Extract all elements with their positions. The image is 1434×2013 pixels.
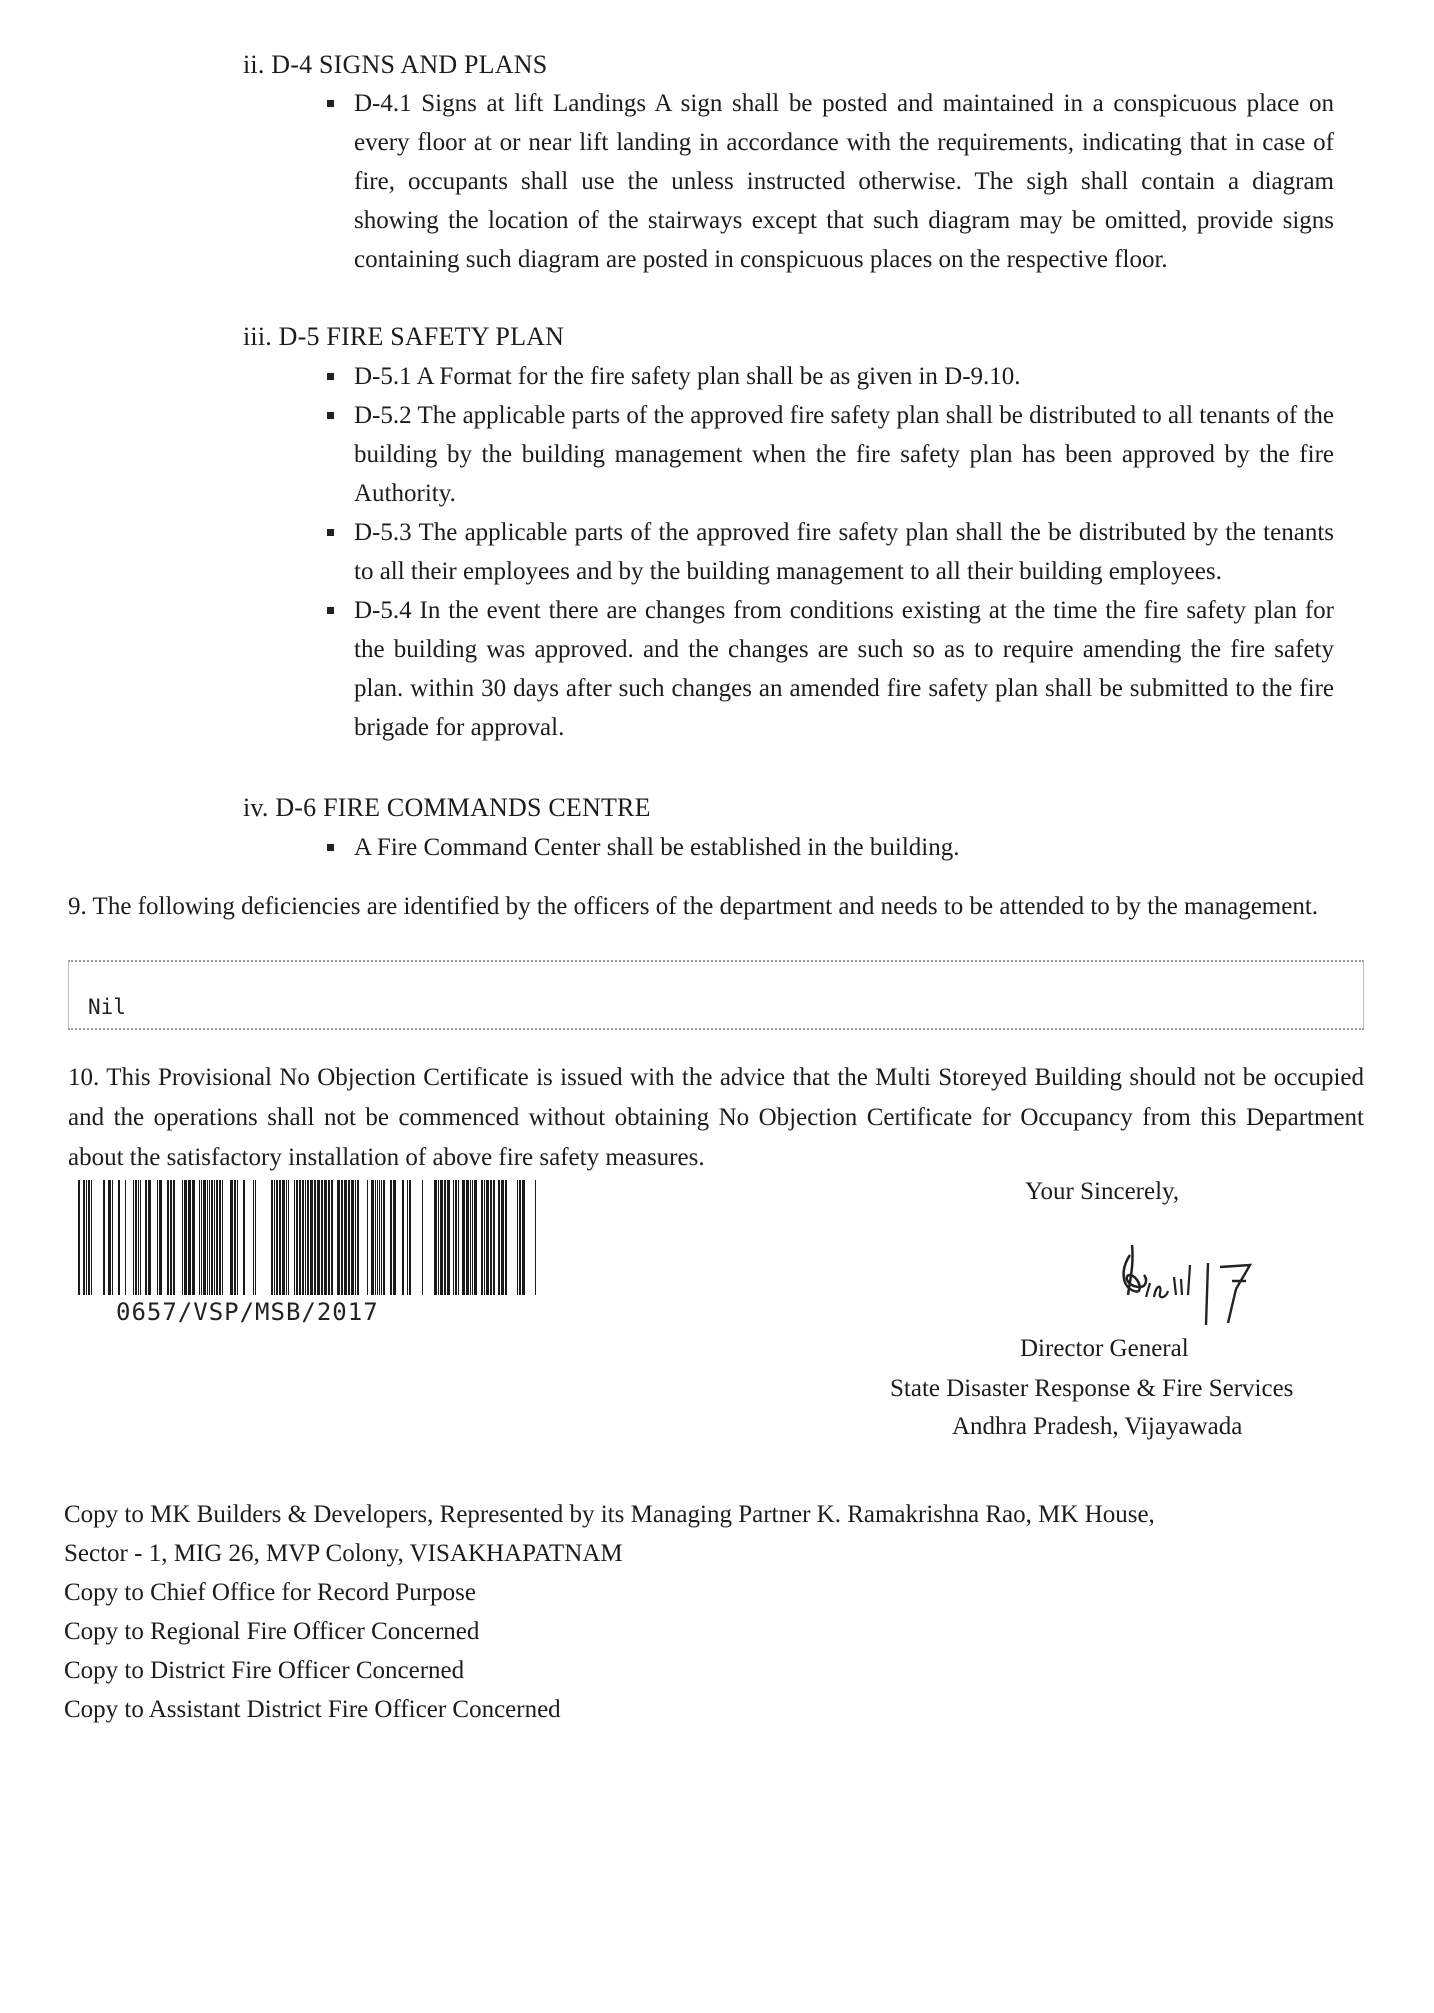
list-item-d6-1: A Fire Command Center shall be established in the building. bbox=[324, 828, 1334, 867]
barcode-bar bbox=[288, 1180, 289, 1295]
barcode-bar bbox=[434, 1180, 437, 1295]
barcode-bar bbox=[522, 1180, 525, 1295]
barcode-bar bbox=[253, 1180, 254, 1295]
barcode-bar bbox=[462, 1180, 465, 1295]
barcode-bar bbox=[351, 1180, 354, 1295]
barcode-bar bbox=[230, 1180, 233, 1295]
barcode-bar bbox=[390, 1180, 392, 1295]
handwritten-signature bbox=[1110, 1225, 1290, 1335]
barcode-bar bbox=[88, 1180, 90, 1295]
section-heading-d4: ii. D-4 SIGNS AND PLANS bbox=[243, 50, 548, 79]
barcode-bar bbox=[286, 1180, 287, 1295]
barcode-bar bbox=[357, 1180, 359, 1295]
copy-to-line: Copy to Assistant District Fire Officer Concerned bbox=[64, 1696, 561, 1723]
barcode-bar bbox=[211, 1180, 213, 1295]
barcode-bar bbox=[440, 1180, 443, 1295]
barcode-bar bbox=[274, 1180, 275, 1295]
list-item-d5-3: D-5.3 The applicable parts of the approved fire safety plan shall the be distributed by the tenants to all their employees and by the building management to all their building employees. bbox=[324, 513, 1334, 591]
barcode-bar bbox=[409, 1180, 411, 1295]
barcode-bar bbox=[157, 1180, 158, 1295]
barcode-bar bbox=[407, 1180, 408, 1295]
copy-to-line: Copy to Chief Office for Record Purpose bbox=[64, 1579, 476, 1606]
copy-to-list bbox=[64, 1495, 1155, 1729]
barcode-bar bbox=[422, 1180, 423, 1295]
barcode-bar bbox=[493, 1180, 495, 1295]
deficiencies-box bbox=[68, 960, 1364, 1030]
barcode-bar bbox=[331, 1180, 333, 1295]
barcode-bar bbox=[348, 1180, 350, 1295]
barcode-bar bbox=[271, 1180, 273, 1295]
list-item-d4-1: D-4.1 Signs at lift Landings A sign shall be posted and maintained in a conspicuous place on every floor at or near lift landing in accordance with the requirements, indicating that in case of fire, occupants shall use the unless instructed otherwise. The sigh shall contain a diagram showing the location of the stairways except that such diagram may be omitted, provide signs containing such diagram are posted in conspicuous places on the respective floor. bbox=[324, 84, 1334, 279]
barcode-bar bbox=[173, 1180, 175, 1295]
barcode-bar bbox=[498, 1180, 500, 1295]
barcode-bar bbox=[486, 1180, 489, 1295]
section-heading-d6: iv. D-6 FIRE COMMANDS CENTRE bbox=[243, 793, 651, 822]
barcode-bar bbox=[393, 1180, 396, 1295]
barcode-bar bbox=[86, 1180, 87, 1295]
barcode-bar bbox=[472, 1180, 473, 1295]
barcode-bar bbox=[159, 1180, 162, 1295]
signatory-organisation: State Disaster Response & Fire Services bbox=[890, 1375, 1294, 1402]
barcode-bar bbox=[276, 1180, 278, 1295]
barcode-bar bbox=[314, 1180, 316, 1295]
barcode-bar bbox=[243, 1180, 245, 1295]
barcode-bar bbox=[337, 1180, 340, 1295]
barcode-bar bbox=[91, 1180, 92, 1295]
barcode-bar bbox=[145, 1180, 147, 1295]
copy-to-line: Copy to District Fire Officer Concerned bbox=[64, 1657, 465, 1684]
barcode-bar bbox=[83, 1180, 85, 1295]
copy-to-line: Sector - 1, MIG 26, MVP Colony, VISAKHAPATNAM bbox=[64, 1540, 623, 1567]
barcode-bar bbox=[501, 1180, 504, 1295]
barcode-bar bbox=[535, 1180, 536, 1295]
barcode-bar bbox=[505, 1180, 507, 1295]
barcode-bar bbox=[341, 1180, 343, 1295]
barcode-bar bbox=[474, 1180, 477, 1295]
barcode-bar bbox=[148, 1180, 151, 1295]
barcode-bar bbox=[517, 1180, 518, 1295]
barcode-bar bbox=[184, 1180, 187, 1295]
copy-to-line: Copy to Regional Fire Officer Concerned bbox=[64, 1618, 480, 1645]
barcode-bar bbox=[234, 1180, 236, 1295]
barcode-bar bbox=[188, 1180, 191, 1295]
barcode-bar bbox=[371, 1180, 374, 1295]
barcode-bar bbox=[305, 1180, 306, 1295]
deficiencies-value: Nil bbox=[88, 995, 126, 1019]
barcode-bar bbox=[458, 1180, 459, 1295]
barcode-bar bbox=[296, 1180, 298, 1295]
barcode-bar bbox=[321, 1180, 323, 1295]
barcode-bar bbox=[379, 1180, 380, 1295]
barcode-bar bbox=[125, 1180, 126, 1295]
barcode-bar bbox=[377, 1180, 378, 1295]
paragraph-9: 9. The following deficiencies are identified by the officers of the department and needs to be attended to by the management. bbox=[68, 893, 1319, 920]
section-heading-d5: iii. D-5 FIRE SAFETY PLAN bbox=[243, 322, 565, 351]
barcode-bar bbox=[438, 1180, 439, 1295]
barcode-bar bbox=[192, 1180, 195, 1295]
barcode-bar bbox=[207, 1180, 208, 1295]
barcode-bar bbox=[328, 1180, 330, 1295]
list-item-d5-2: D-5.2 The applicable parts of the approved fire safety plan shall be distributed to all tenants of the building by the building management when the fire safety plan has been approved by the fire Authority. bbox=[324, 396, 1334, 513]
copy-to-line: Copy to MK Builders & Developers, Represented by its Managing Partner K. Ramakrishna Rao, MK House, bbox=[64, 1501, 1155, 1528]
barcode-bar bbox=[490, 1180, 492, 1295]
barcode-bar bbox=[222, 1180, 223, 1295]
barcode-bar bbox=[201, 1180, 202, 1295]
barcode-bar bbox=[484, 1180, 485, 1295]
signatory-place: Andhra Pradesh, Vijayawada bbox=[952, 1413, 1243, 1440]
barcode-bar bbox=[237, 1180, 238, 1295]
barcode-bar bbox=[182, 1180, 183, 1295]
barcode-bar bbox=[444, 1180, 446, 1295]
list-item-d5-4: D-5.4 In the event there are changes from conditions existing at the time the fire safety plan for the building was approved. and the changes are such so as to require amending the fire safety plan. within 30 days after such changes an amended fire safety plan shall be submitted to the fire brigade for approval. bbox=[324, 591, 1334, 747]
barcode-bar bbox=[219, 1180, 221, 1295]
barcode-bar bbox=[470, 1180, 471, 1295]
barcode-bar bbox=[214, 1180, 215, 1295]
barcode-bar bbox=[455, 1180, 457, 1295]
barcode-bar bbox=[133, 1180, 134, 1295]
barcode-bar bbox=[294, 1180, 295, 1295]
barcode-bar bbox=[519, 1180, 521, 1295]
barcode-bar bbox=[203, 1180, 206, 1295]
barcode-bar bbox=[255, 1180, 256, 1295]
barcode-bar bbox=[282, 1180, 285, 1295]
barcode-bar bbox=[381, 1180, 382, 1295]
barcode-bar bbox=[402, 1180, 404, 1295]
closing-salutation: Your Sincerely, bbox=[1025, 1178, 1180, 1205]
barcode-bar bbox=[453, 1180, 454, 1295]
barcode-bar bbox=[302, 1180, 304, 1295]
barcode-bar bbox=[466, 1180, 469, 1295]
barcode-bar bbox=[78, 1180, 80, 1295]
barcode-bar bbox=[209, 1180, 210, 1295]
barcode-bar bbox=[481, 1180, 483, 1295]
barcode-bar bbox=[112, 1180, 113, 1295]
barcode-bar bbox=[317, 1180, 320, 1295]
barcode-bar bbox=[216, 1180, 218, 1295]
barcode-bar bbox=[447, 1180, 450, 1295]
barcode-bar bbox=[140, 1180, 141, 1295]
barcode-image bbox=[78, 1180, 538, 1295]
signatory-title: Director General bbox=[1020, 1335, 1189, 1362]
section-d4-list bbox=[324, 84, 1334, 279]
barcode-bar bbox=[367, 1180, 368, 1295]
barcode-bar bbox=[310, 1180, 313, 1295]
barcode-bar bbox=[383, 1180, 385, 1295]
paragraph-10: 10. This Provisional No Objection Certificate is issued with the advice that the Multi Storeyed Building should not be occupied and the operations shall not be commenced without obtaining No Objection Certificate for Occupancy from this Department about the satisfactory installation of above fire safety measures. bbox=[68, 1064, 1364, 1171]
section-d5-list bbox=[324, 357, 1334, 747]
barcode-bar bbox=[170, 1180, 172, 1295]
barcode-bar bbox=[279, 1180, 281, 1295]
barcode-bar bbox=[307, 1180, 309, 1295]
barcode-number: 0657/VSP/MSB/2017 bbox=[116, 1298, 379, 1326]
barcode-bar bbox=[375, 1180, 376, 1295]
barcode-bar bbox=[344, 1180, 347, 1295]
list-item-d5-1: D-5.1 A Format for the fire safety plan shall be as given in D-9.10. bbox=[324, 357, 1334, 396]
barcode-bar bbox=[138, 1180, 139, 1295]
barcode-bar bbox=[118, 1180, 120, 1295]
barcode-bar bbox=[135, 1180, 137, 1295]
barcode-bar bbox=[167, 1180, 169, 1295]
barcode-bar bbox=[103, 1180, 105, 1295]
barcode-bar bbox=[299, 1180, 301, 1295]
barcode-bar bbox=[324, 1180, 327, 1295]
section-d6-list bbox=[324, 828, 1334, 867]
barcode-bar bbox=[199, 1180, 200, 1295]
barcode-bar bbox=[108, 1180, 111, 1295]
barcode-bar bbox=[355, 1180, 356, 1295]
